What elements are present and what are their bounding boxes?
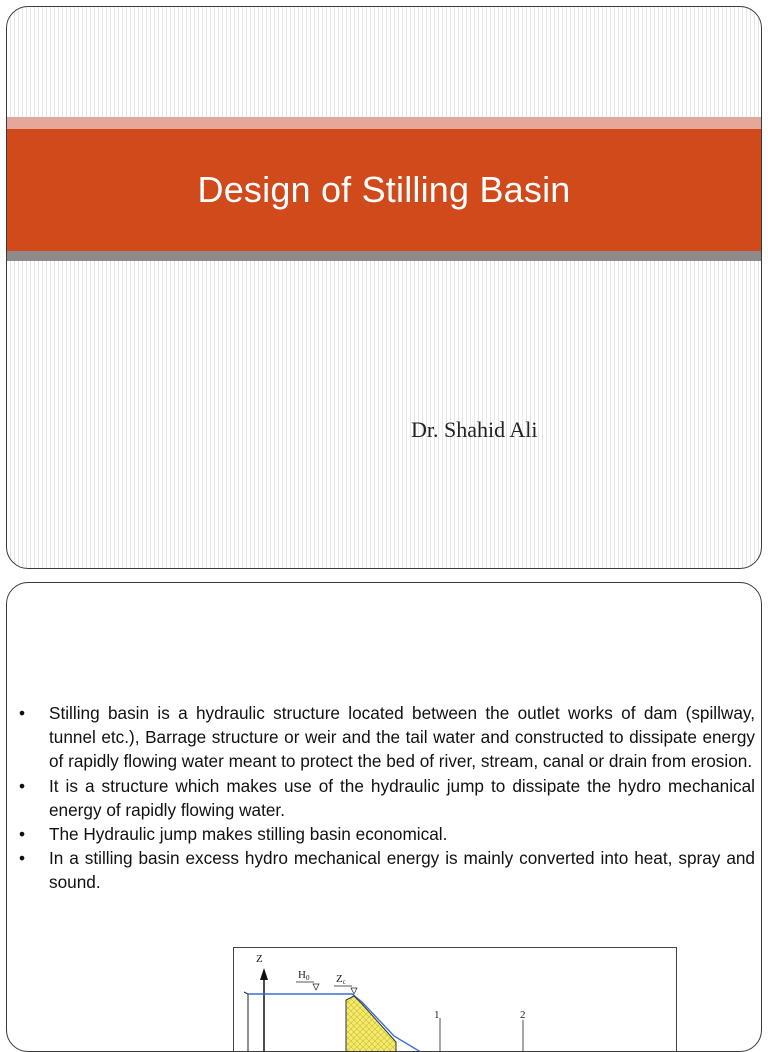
content-slide <box>6 582 762 1052</box>
bullet-item <box>17 774 755 822</box>
bullet-marker: • <box>19 824 26 845</box>
z-axis-arrow-icon <box>260 968 268 980</box>
section-2-label: 2 <box>520 1009 526 1021</box>
title-band-bottom-stripe <box>7 251 761 261</box>
section-1-label: 1 <box>434 1009 440 1021</box>
head-marker-icon <box>313 984 319 990</box>
crest-label: Zc <box>336 973 346 986</box>
diagram-canvas <box>234 948 678 1052</box>
water-surface <box>248 994 434 1052</box>
title-band <box>7 129 761 251</box>
author-name: Dr. Shahid Ali <box>411 417 538 442</box>
stilling-basin-diagram <box>233 947 677 1052</box>
upstream-wall <box>244 992 248 1052</box>
bullet-list <box>17 701 755 895</box>
bullet-marker: • <box>19 848 26 869</box>
bullet-text: It is a structure which makes use of the hydraulic jump to dissipate the hydro mechanical energy of rapidly flowing water. <box>49 775 755 820</box>
crest-marker-icon <box>351 988 357 994</box>
bullet-marker: • <box>19 775 26 796</box>
bullet-text: The Hydraulic jump makes stilling basin economical. <box>49 824 448 845</box>
bullet-marker: • <box>19 703 26 723</box>
bullet-item <box>17 846 755 894</box>
bullet-text: Stilling basin is a hydraulic structure located between the outlet works of dam (spillway, tunnel etc.), Barrage structure or weir and the tail water and constructed to dissipate energy of rapidly flowing water meant to protect the bed of river, stream, canal or drain from erosion. <box>49 703 755 772</box>
head-label: H0 <box>298 969 310 982</box>
bullet-item <box>17 822 755 846</box>
bullet-text: In a stilling basin excess hydro mechanical energy is mainly converted into heat, spray and sound. <box>49 848 755 893</box>
bullet-item <box>17 701 755 774</box>
title-band-top-stripe <box>7 117 761 129</box>
slide-title: Design of Stilling Basin <box>197 169 571 210</box>
spillway-body <box>346 996 396 1052</box>
title-slide <box>6 6 762 569</box>
z-axis-label: Z <box>256 953 263 965</box>
